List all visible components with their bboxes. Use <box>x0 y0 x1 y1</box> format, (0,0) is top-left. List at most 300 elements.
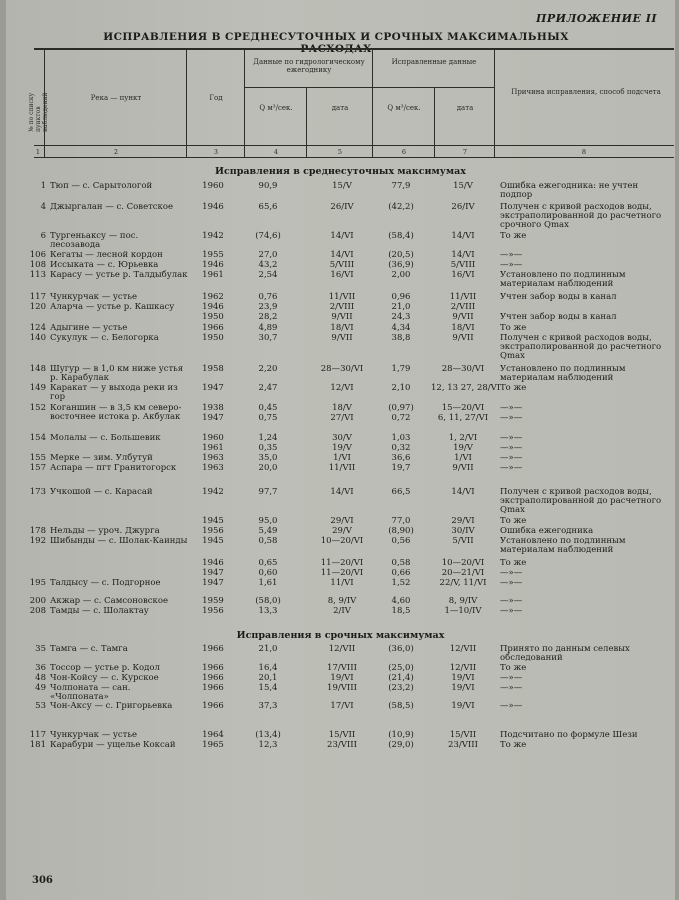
corrected-discharge: (58,5) <box>388 701 414 711</box>
yearbook-date: 11/VII <box>328 292 356 302</box>
corrected-date: 19/VI <box>451 673 475 683</box>
correction-reason: —»— <box>500 596 523 606</box>
yearbook-discharge: 30,7 <box>258 333 278 343</box>
corrected-discharge: 0,66 <box>391 568 411 578</box>
year: 1946 <box>202 202 224 212</box>
yearbook-discharge: 20,0 <box>258 463 278 473</box>
corrected-discharge: 66,5 <box>391 487 411 497</box>
corrected-date: 9/VII <box>452 463 474 473</box>
row-number: 117 <box>29 292 46 302</box>
yearbook-discharge: 27,0 <box>258 250 278 260</box>
yearbook-date: 28—30/VI <box>320 364 364 374</box>
correction-reason: Получен с кривой расходов воды, экстраполированной до расчетного Qmax <box>500 487 662 515</box>
corrected-discharge: 21,0 <box>391 302 411 312</box>
year: 1966 <box>202 683 224 693</box>
year: 1963 <box>202 463 224 473</box>
river-station: Тюп — с. Сарытологой <box>50 181 153 191</box>
yearbook-discharge: 0,65 <box>258 558 278 568</box>
colnum: 7 <box>462 148 468 156</box>
yearbook-date: 11—20/VI <box>320 568 364 578</box>
year: 1963 <box>202 453 224 463</box>
row-number: 173 <box>29 487 46 497</box>
river-station: Чон-Койсу — с. Курское <box>50 673 159 683</box>
corrected-discharge: (58,4) <box>388 231 414 241</box>
row-number: 200 <box>29 596 46 606</box>
year: 1946 <box>202 260 224 270</box>
yearbook-date: 16/VI <box>330 270 354 280</box>
year: 1960 <box>202 433 224 443</box>
river-station: Учкошой — с. Карасай <box>50 487 153 497</box>
colnum: 3 <box>213 148 219 156</box>
row-number: 48 <box>35 673 46 683</box>
corrected-discharge: 19,7 <box>391 463 411 473</box>
correction-reason: —»— <box>500 403 523 413</box>
river-station: Чолпоната — сан. «Чолпоната» <box>50 683 131 702</box>
row-number: 53 <box>35 701 46 711</box>
river-station: Шибынды — с. Шолак-Каинды <box>50 536 188 546</box>
yearbook-discharge: 0,45 <box>258 403 278 413</box>
river-station: Джыргалан — с. Советское <box>50 202 174 212</box>
corrected-discharge: 0,72 <box>391 413 411 423</box>
yearbook-date: 15/V <box>332 181 352 191</box>
year: 1946 <box>202 558 224 568</box>
correction-reason: То же <box>500 516 527 526</box>
yearbook-discharge: 15,4 <box>258 683 278 693</box>
year: 1947 <box>202 383 224 393</box>
col-divider <box>434 88 435 158</box>
header-q2: Q м³/сек. <box>387 104 421 112</box>
correction-reason: Ошибка ежегодника <box>500 526 594 536</box>
river-station: Тамга — с. Тамга <box>50 644 128 654</box>
year: 1966 <box>202 323 224 333</box>
year: 1946 <box>202 302 224 312</box>
correction-reason: —»— <box>500 453 523 463</box>
yearbook-date: 14/VI <box>330 487 354 497</box>
corrected-discharge: 4,60 <box>391 596 411 606</box>
corrected-date: 12, 13 27, 28/VI <box>431 383 501 393</box>
corrected-discharge: (23,2) <box>388 683 414 693</box>
corrected-discharge: 1,79 <box>391 364 411 374</box>
year: 1962 <box>202 292 224 302</box>
yearbook-discharge: 4,89 <box>258 323 278 333</box>
row-number: 148 <box>29 364 46 374</box>
subheader-rule <box>244 87 494 88</box>
correction-reason: —»— <box>500 433 523 443</box>
river-station: Тамды — с. Шолактау <box>50 606 149 616</box>
col-divider <box>244 49 245 158</box>
river-station: Мерке — зим. Улбутуй <box>50 453 153 463</box>
river-station: Молалы — с. Большевик <box>50 433 161 443</box>
river-station: Нельды — уроч. Джурга <box>50 526 160 536</box>
corrected-date: 1/VI <box>454 453 472 463</box>
corrected-date: 26/IV <box>451 202 475 212</box>
river-station: Сукулук — с. Белогорка <box>50 333 159 343</box>
corrected-date: 29/VI <box>451 516 475 526</box>
page-number: 306 <box>32 875 53 886</box>
year: 1966 <box>202 644 224 654</box>
yearbook-date: 12/VII <box>328 644 356 654</box>
corrected-discharge: 38,8 <box>391 333 411 343</box>
year: 1961 <box>202 443 224 453</box>
yearbook-discharge: 0,75 <box>258 413 278 423</box>
yearbook-discharge: 1,61 <box>258 578 278 588</box>
yearbook-discharge: 2,20 <box>258 364 278 374</box>
yearbook-date: 10—20/VI <box>320 536 364 546</box>
row-number: 117 <box>29 730 46 740</box>
river-station: Аларча — устье р. Кашкасу <box>50 302 175 312</box>
river-station: Тоссор — устье р. Кодол <box>50 663 160 673</box>
corrected-date: 5/VII <box>452 536 474 546</box>
yearbook-date: 26/IV <box>330 202 354 212</box>
yearbook-date: 30/V <box>332 433 352 443</box>
corrected-discharge: 1,52 <box>391 578 411 588</box>
header-corrected: Исправленные данные <box>391 58 477 66</box>
colnum: 5 <box>337 148 343 156</box>
year: 1965 <box>202 740 224 750</box>
yearbook-date: 29/VI <box>330 516 354 526</box>
correction-reason: —»— <box>500 413 523 423</box>
corrected-discharge: (21,4) <box>388 673 414 683</box>
row-number: 149 <box>29 383 46 393</box>
yearbook-discharge: 13,3 <box>258 606 278 616</box>
section-heading-instant: Исправления в срочных максимумах <box>236 630 445 641</box>
year: 1938 <box>202 403 224 413</box>
corrected-date: 12/VII <box>449 663 477 673</box>
corrected-date: 10—20/VI <box>441 558 485 568</box>
corrected-date: 2/VIII <box>450 302 476 312</box>
river-station: Талдысу — с. Подгорное <box>50 578 161 588</box>
col-divider <box>306 88 307 158</box>
row-number: 120 <box>29 302 46 312</box>
corrected-date: 14/VI <box>451 487 475 497</box>
corrected-discharge: 77,0 <box>391 516 411 526</box>
corrected-discharge: (36,9) <box>388 260 414 270</box>
corrected-date: 28—30/VI <box>441 364 485 374</box>
colnum: 8 <box>581 148 587 156</box>
row-number: 106 <box>29 250 46 260</box>
year: 1950 <box>202 312 224 322</box>
river-station: Карасу — устье р. Талдыбулак <box>50 270 188 280</box>
row-number: 35 <box>35 644 46 654</box>
corrected-date: 16/VI <box>451 270 475 280</box>
correction-reason: Установлено по подлинным материалам наблюдений <box>500 364 626 383</box>
corrected-date: 23/VIII <box>448 740 478 750</box>
correction-reason: То же <box>500 383 527 393</box>
correction-reason: —»— <box>500 260 523 270</box>
yearbook-date: 29/V <box>332 526 352 536</box>
row-number: 181 <box>29 740 46 750</box>
correction-reason: Получен с кривой расходов воды, экстраполированной до расчетного срочного Qmax <box>500 202 662 230</box>
header-top-rule <box>34 48 674 50</box>
corrected-date: 19/V <box>453 443 473 453</box>
yearbook-discharge: (74,6) <box>255 231 281 241</box>
yearbook-discharge: 35,0 <box>258 453 278 463</box>
header-bottom-rule <box>34 145 674 146</box>
row-number: 157 <box>29 463 46 473</box>
row-number: 152 <box>29 403 46 413</box>
corrected-discharge: 0,96 <box>391 292 411 302</box>
yearbook-date: 9/VII <box>331 333 353 343</box>
corrected-date: 19/VI <box>451 701 475 711</box>
yearbook-date: 11—20/VI <box>320 558 364 568</box>
section-heading-daily: Исправления в среднесуточных максимумах <box>215 166 466 177</box>
corrected-date: 14/VI <box>451 231 475 241</box>
river-station: Иссыката — с. Юрьевка <box>50 260 159 270</box>
row-number: 1 <box>40 181 46 191</box>
yearbook-discharge: 90,9 <box>258 181 278 191</box>
yearbook-date: 2/VIII <box>329 302 355 312</box>
yearbook-discharge: (58,0) <box>255 596 281 606</box>
river-station: Коганшин — в 3,5 км северо-восточнее истока р. Акбулак <box>50 403 182 422</box>
year: 1942 <box>202 231 224 241</box>
corrected-discharge: 18,5 <box>391 606 411 616</box>
corrected-discharge: (20,5) <box>388 250 414 260</box>
yearbook-discharge: 1,24 <box>258 433 278 443</box>
yearbook-date: 9/VII <box>331 312 353 322</box>
corrected-discharge: 24,3 <box>391 312 411 322</box>
yearbook-date: 17/VI <box>330 701 354 711</box>
corrected-date: 11/VII <box>449 292 477 302</box>
year: 1966 <box>202 663 224 673</box>
row-number: 4 <box>40 202 46 212</box>
correction-reason: То же <box>500 740 527 750</box>
header-reason: Причина исправления, способ подсчета <box>511 88 661 96</box>
yearbook-date: 19/VIII <box>327 683 357 693</box>
correction-reason: То же <box>500 558 527 568</box>
river-station: Каракат — у выхода реки из гор <box>50 383 178 402</box>
yearbook-discharge: 23,9 <box>258 302 278 312</box>
header-year: Год <box>209 94 223 102</box>
year: 1955 <box>202 250 224 260</box>
year: 1966 <box>202 673 224 683</box>
yearbook-date: 27/VI <box>330 413 354 423</box>
correction-reason: То же <box>500 663 527 673</box>
corrected-date: 8, 9/IV <box>448 596 478 606</box>
document-page <box>6 0 675 900</box>
corrected-date: 22/V, 11/VI <box>439 578 487 588</box>
correction-reason: —»— <box>500 683 523 693</box>
corrected-date: 1—10/IV <box>444 606 482 616</box>
year: 1958 <box>202 364 224 374</box>
correction-reason: Принято по данным селевых обследований <box>500 644 630 663</box>
yearbook-discharge: 65,6 <box>258 202 278 212</box>
correction-reason: —»— <box>500 568 523 578</box>
colnum: 1 <box>35 148 41 156</box>
row-number: 108 <box>29 260 46 270</box>
corrected-discharge: 36,6 <box>391 453 411 463</box>
corrected-discharge: (10,9) <box>388 730 414 740</box>
col-divider <box>494 49 495 158</box>
correction-reason: Учтен забор воды в канал <box>500 312 617 322</box>
correction-reason: Подсчитано по формуле Шези <box>500 730 638 740</box>
corrected-discharge: 4,34 <box>391 323 411 333</box>
corrected-discharge: 0,32 <box>391 443 411 453</box>
corrected-date: 1, 2/VI <box>448 433 478 443</box>
corrected-date: 9/VII <box>452 333 474 343</box>
yearbook-discharge: 20,1 <box>258 673 278 683</box>
table-title: ИСПРАВЛЕНИЯ В СРЕДНЕСУТОЧНЫХ И СРОЧНЫХ МАКСИМАЛЬНЫХ РАСХОДАХ <box>103 31 569 55</box>
correction-reason: —»— <box>500 606 523 616</box>
correction-reason: —»— <box>500 463 523 473</box>
yearbook-date: 18/VI <box>330 323 354 333</box>
colnum: 2 <box>113 148 119 156</box>
river-station: Шугур — в 1,0 км ниже устья р. Карабулак <box>50 364 184 383</box>
river-station: Аспара — пгт Гранитогорск <box>50 463 177 473</box>
year: 1950 <box>202 333 224 343</box>
corrected-discharge: 0,58 <box>391 558 411 568</box>
yearbook-discharge: 16,4 <box>258 663 278 673</box>
year: 1942 <box>202 487 224 497</box>
corrected-discharge: 77,9 <box>391 181 411 191</box>
river-station: Акжар — с. Самсоновское <box>50 596 168 606</box>
yearbook-date: 15/VII <box>328 730 356 740</box>
yearbook-discharge: 43,2 <box>258 260 278 270</box>
year: 1956 <box>202 526 224 536</box>
corrected-date: 15—20/VI <box>441 403 485 413</box>
corrected-discharge: 2,10 <box>391 383 411 393</box>
yearbook-discharge: 0,76 <box>258 292 278 302</box>
corrected-date: 19/VI <box>451 683 475 693</box>
year: 1964 <box>202 730 224 740</box>
corrected-date: 6, 11, 27/VI <box>437 413 489 423</box>
yearbook-date: 19/V <box>332 443 352 453</box>
year: 1956 <box>202 606 224 616</box>
river-station: Чон-Аксу — с. Григорьевка <box>50 701 173 711</box>
row-number: 155 <box>29 453 46 463</box>
yearbook-discharge: 2,54 <box>258 270 278 280</box>
colnum: 6 <box>401 148 407 156</box>
yearbook-discharge: 0,35 <box>258 443 278 453</box>
row-number: 208 <box>29 606 46 616</box>
row-number: 124 <box>29 323 46 333</box>
year: 1961 <box>202 270 224 280</box>
corrected-date: 20—21/VI <box>441 568 485 578</box>
yearbook-discharge: 2,47 <box>258 383 278 393</box>
corrected-discharge: 1,03 <box>391 433 411 443</box>
colnum-rule <box>34 157 674 158</box>
yearbook-date: 2/IV <box>333 606 351 616</box>
corrected-discharge: (8,90) <box>388 526 414 536</box>
corrected-discharge: 0,56 <box>391 536 411 546</box>
correction-reason: Ошибка ежегодника: не учтен подпор <box>500 181 639 200</box>
yearbook-date: 19/VI <box>330 673 354 683</box>
correction-reason: То же <box>500 231 527 241</box>
corrected-date: 15/VII <box>449 730 477 740</box>
river-station: Кегаты — лесной кордон <box>50 250 163 260</box>
year: 1960 <box>202 181 224 191</box>
year: 1947 <box>202 413 224 423</box>
row-number: 178 <box>29 526 46 536</box>
yearbook-discharge: 5,49 <box>258 526 278 536</box>
correction-reason: Установлено по подлинным материалам наблюдений <box>500 270 626 289</box>
row-number: 36 <box>35 663 46 673</box>
yearbook-date: 14/VI <box>330 231 354 241</box>
yearbook-date: 1/VI <box>333 453 351 463</box>
row-number: 6 <box>40 231 46 241</box>
river-station: Карабури — ущелье Коксай <box>50 740 176 750</box>
correction-reason: —»— <box>500 250 523 260</box>
corrected-date: 15/V <box>453 181 473 191</box>
correction-reason: Установлено по подлинным материалам наблюдений <box>500 536 626 555</box>
corrected-date: 9/VII <box>452 312 474 322</box>
year: 1947 <box>202 578 224 588</box>
river-station: Адыгине — устье <box>50 323 128 333</box>
corrected-date: 18/VI <box>451 323 475 333</box>
col-divider <box>372 49 373 158</box>
header-date2: дата <box>456 104 474 112</box>
yearbook-date: 8, 9/IV <box>327 596 357 606</box>
col-divider <box>186 49 187 158</box>
corrected-discharge: (29,0) <box>388 740 414 750</box>
yearbook-date: 12/VI <box>330 383 354 393</box>
yearbook-date: 14/VI <box>330 250 354 260</box>
header-date1: дата <box>331 104 349 112</box>
yearbook-date: 17/VIII <box>327 663 357 673</box>
corrected-discharge: 2,00 <box>391 270 411 280</box>
year: 1959 <box>202 596 224 606</box>
correction-reason: —»— <box>500 673 523 683</box>
yearbook-date: 11/VII <box>328 463 356 473</box>
row-number: 140 <box>29 333 46 343</box>
yearbook-discharge: (13,4) <box>255 730 281 740</box>
appendix-label: ПРИЛОЖЕНИЕ II <box>536 12 657 25</box>
correction-reason: То же <box>500 323 527 333</box>
header-river: Река — пункт <box>90 94 142 102</box>
yearbook-discharge: 95,0 <box>258 516 278 526</box>
yearbook-date: 18/V <box>332 403 352 413</box>
correction-reason: —»— <box>500 701 523 711</box>
corrected-date: 5/VIII <box>450 260 476 270</box>
row-number: 154 <box>29 433 46 443</box>
row-number: 195 <box>29 578 46 588</box>
yearbook-discharge: 21,0 <box>258 644 278 654</box>
header-q1: Q м³/сек. <box>259 104 293 112</box>
yearbook-discharge: 28,2 <box>258 312 278 322</box>
row-number: 113 <box>29 270 46 280</box>
row-number: 192 <box>29 536 46 546</box>
corrected-discharge: (25,0) <box>388 663 414 673</box>
colnum: 4 <box>273 148 279 156</box>
yearbook-discharge: 37,3 <box>258 701 278 711</box>
corrected-discharge: (0,97) <box>388 403 414 413</box>
yearbook-discharge: 97,7 <box>258 487 278 497</box>
correction-reason: Получен с кривой расходов воды, экстраполированной до расчетного Qmax <box>500 333 662 361</box>
yearbook-discharge: 0,58 <box>258 536 278 546</box>
corrected-discharge: (36,0) <box>388 644 414 654</box>
yearbook-discharge: 12,3 <box>258 740 278 750</box>
correction-reason: —»— <box>500 443 523 453</box>
river-station: Чункурчак — устье <box>50 730 138 740</box>
correction-reason: Учтен забор воды в канал <box>500 292 617 302</box>
corrected-discharge: (42,2) <box>388 202 414 212</box>
corrected-date: 12/VII <box>449 644 477 654</box>
header-yearbook: Данные по гидрологическому ежегоднику <box>253 58 365 74</box>
river-station: Тургеньаксу — пос. лесозавода <box>50 231 139 250</box>
year: 1945 <box>202 536 224 546</box>
header-num: № по списку пунктов наблюдений <box>28 92 49 132</box>
year: 1947 <box>202 568 224 578</box>
corrected-date: 14/VI <box>451 250 475 260</box>
yearbook-date: 23/VIII <box>327 740 357 750</box>
year: 1945 <box>202 516 224 526</box>
row-number: 49 <box>35 683 46 693</box>
yearbook-discharge: 0,60 <box>258 568 278 578</box>
corrected-date: 30/IV <box>451 526 475 536</box>
correction-reason: —»— <box>500 578 523 588</box>
yearbook-date: 11/VI <box>330 578 354 588</box>
year: 1966 <box>202 701 224 711</box>
yearbook-date: 5/VIII <box>329 260 355 270</box>
